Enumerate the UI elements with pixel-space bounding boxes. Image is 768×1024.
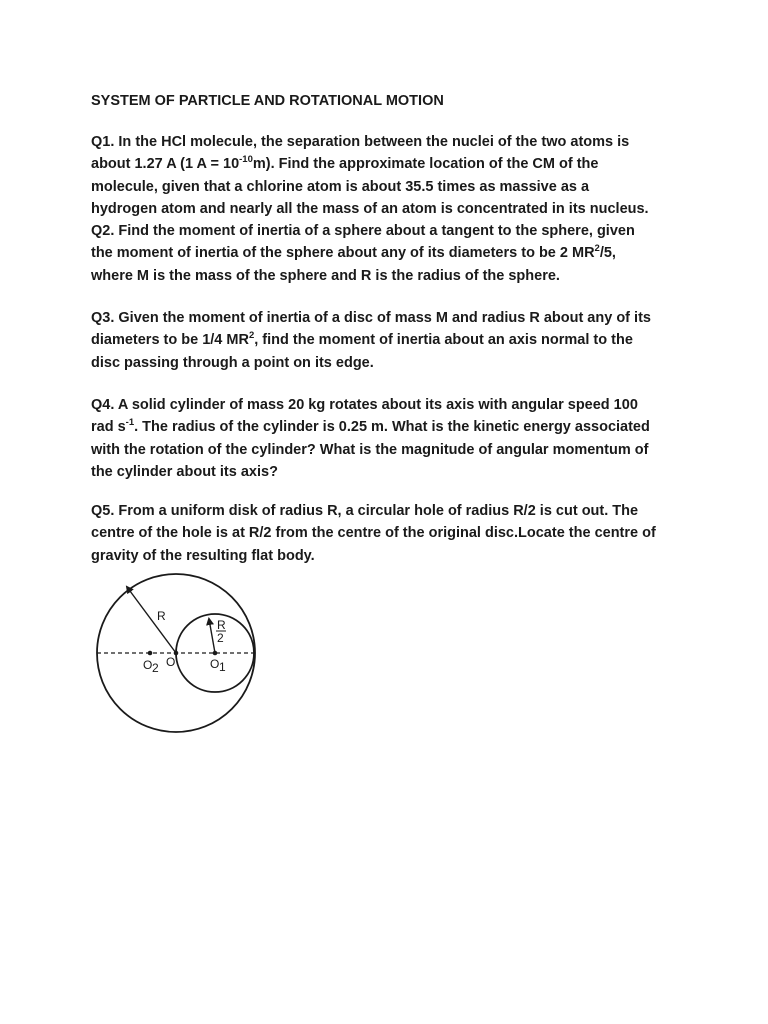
label-o: O (166, 655, 176, 669)
q1-line-2: about 1.27 A (1 $A = 10^{-10}m$). Find the approximate location of the CM of the (91, 154, 599, 173)
question-3 (91, 307, 691, 374)
q2-line-1: Q2. Find the moment of inertia of a sphere about a tangent to the sphere, given (91, 223, 635, 239)
q4-line-1: Q4. A solid cylinder of mass 20 kg rotates about its axis with angular speed 100 (91, 397, 638, 413)
label-r-half-numerator: R (217, 618, 226, 632)
q4-line-3: with the rotation of the cylinder? What is the magnitude of angular momentum of (91, 441, 649, 458)
disc-with-hole-diagram (90, 565, 265, 745)
question-5 (91, 500, 691, 567)
point-o2 (148, 651, 153, 656)
q4-exponent: -1 (125, 417, 135, 429)
q2-exponent: 2 (594, 243, 600, 255)
q3-exponent: 2 (248, 330, 255, 342)
q3-line-2: diameters to be 1/4 $MR^2$, find the moment of inertia about an axis normal to the (91, 330, 633, 349)
radius-arrow-R (127, 587, 176, 653)
q5-line-3: gravity of the resulting flat body. (91, 547, 315, 564)
label-r-half-denominator: 2 (217, 631, 224, 645)
q4-line-4: the cylinder about its axis? (91, 464, 278, 481)
label-o2-subscript: 2 (152, 661, 159, 675)
q3-line-1: Q3. Given the moment of inertia of a disc of mass M and radius R about any of its (91, 310, 651, 326)
label-o2: O (143, 658, 153, 672)
q2-line-3: where M is the mass of the sphere and R is the radius of the sphere. (91, 267, 560, 284)
q3-line-3: disc passing through a point on its edge. (91, 354, 374, 371)
question-1 (91, 131, 691, 221)
q1-line-3: molecule, given that a chlorine atom is about 35.5 times as massive as a (91, 178, 590, 195)
label-o1-subscript: 1 (219, 660, 226, 674)
q2-line-2: the moment of inertia of the sphere about any of its diameters to be 2 $MR^2/5$, (91, 243, 616, 262)
point-o1 (213, 651, 218, 656)
q1-line-4: hydrogen atom and nearly all the mass of an atom is concentrated in its nucleus. (91, 201, 649, 218)
q4-line-2: rad $s^{-1}$. The radius of the cylinder is 0.25 m. What is the kinetic energy associated (91, 417, 650, 436)
q5-line-2: centre of the hole is at R/2 from the centre of the original disc.Locate the centre of (91, 525, 656, 542)
q1-line-1: Q1. In the HCl molecule, the separation between the nuclei of the two atoms is (91, 134, 630, 150)
q1-exponent: -10 (239, 154, 253, 166)
label-o1: O (210, 657, 220, 671)
label-r: R (157, 609, 166, 623)
q5-line-1: Q5. From a uniform disk of radius R, a circular hole of radius R/2 is cut out. The (91, 503, 639, 519)
question-4 (91, 394, 691, 484)
radius-arrow-R-over-2 (209, 619, 215, 653)
page-title: SYSTEM OF PARTICLE AND ROTATIONAL MOTION (91, 93, 444, 109)
question-2 (91, 220, 691, 287)
